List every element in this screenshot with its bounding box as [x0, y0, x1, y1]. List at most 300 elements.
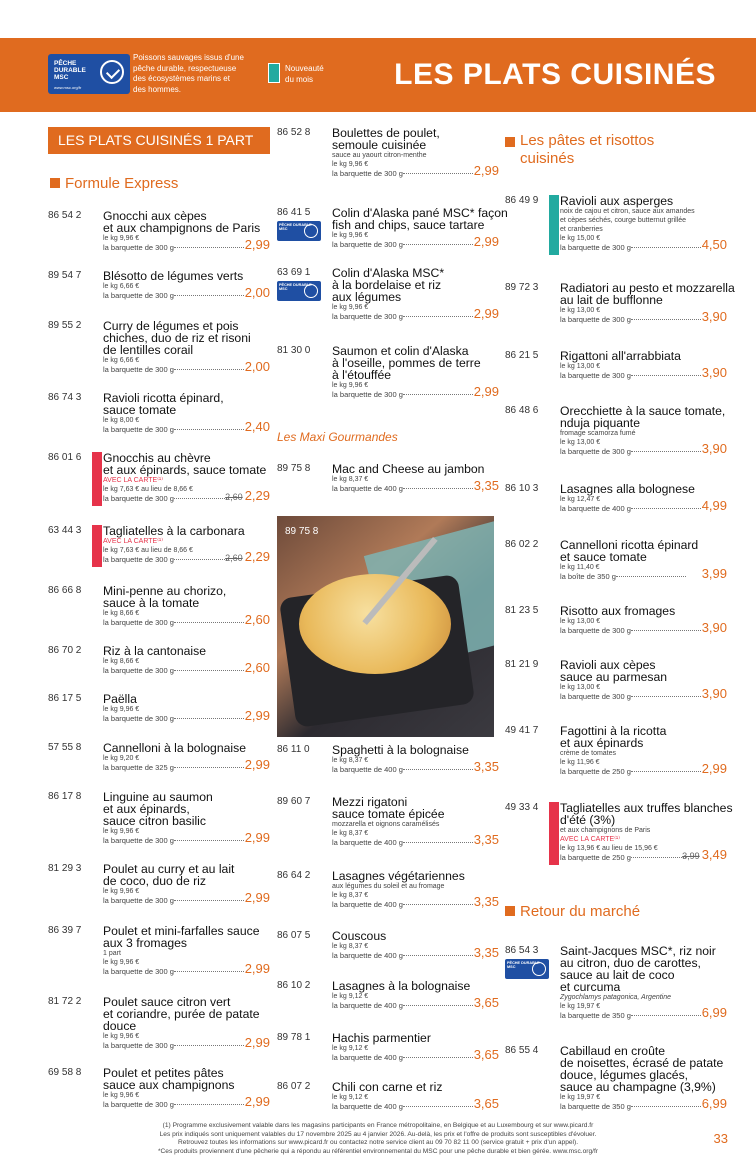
price-value: 2,99 [244, 1094, 270, 1109]
product-name: sauce au parmesan [560, 670, 668, 684]
product-name: et aux épinards, [103, 802, 190, 816]
msc-text-line: des hommes. [133, 84, 182, 94]
product-name: douce, légumes glacés, [560, 1068, 689, 1082]
product-name: fish and chips, sauce tartare [332, 218, 485, 232]
product-price [225, 488, 270, 503]
price-value: 4,50 [701, 237, 727, 252]
product-price [702, 1096, 727, 1111]
portion-label: la barquette de 300 g [103, 618, 174, 627]
product-code: 86 10 3 [505, 483, 539, 494]
product-code: 86 02 2 [505, 539, 539, 550]
product-portion [560, 853, 686, 862]
product-portion [103, 618, 244, 627]
dot-leader [174, 1045, 244, 1046]
product-portion [332, 765, 473, 774]
portion-label: la barquette de 350 g [560, 1102, 631, 1111]
product-portion [103, 967, 244, 976]
product-detail: crème de tomates [560, 750, 617, 757]
price-value: 2,99 [473, 163, 499, 178]
product-name: Saint-Jacques MSC*, riz noir [560, 944, 716, 958]
product-name: sauce tomate épicée [332, 807, 445, 821]
msc-logo-small: PÊCHE DURABLE MSC [277, 221, 321, 241]
price-value: 2,99 [701, 761, 727, 776]
price-value: 3,99 [701, 566, 727, 581]
product-detail: le kg 9,96 € [103, 959, 140, 966]
product-detail: aux légumes du soleil et au fromage [332, 883, 445, 890]
product-name: nduja piquante [560, 416, 640, 430]
product-name: sauce citron basilic [103, 814, 206, 828]
portion-label: la barquette de 300 g [103, 896, 174, 905]
product-code: 81 21 9 [505, 659, 539, 670]
product-price [474, 478, 499, 493]
product-price [702, 566, 727, 581]
product-portion [103, 243, 244, 252]
price-value: 2,99 [244, 890, 270, 905]
portion-label: la barquette de 300 g [560, 243, 631, 252]
product-price [702, 441, 727, 456]
portion-label: la barquette de 400 g [332, 838, 403, 847]
product-name: Poulet au curry et au lait [103, 862, 235, 876]
product-code: 86 66 8 [48, 585, 82, 596]
product-price [474, 1096, 499, 1111]
product-detail: le kg 9,20 € [103, 755, 140, 762]
product-name: Rigattoni all'arrabbiata [560, 349, 681, 363]
product-name: Saumon et colin d'Alaska [332, 344, 469, 358]
dot-leader [174, 767, 244, 768]
product-name: Linguine au saumon [103, 790, 213, 804]
dot-leader [631, 857, 686, 858]
product-name: Tagliatelles aux truffes blanches [560, 801, 733, 815]
portion-label: la boîte de 350 g [560, 572, 616, 581]
section-maxi: Les Maxi Gourmandes [277, 430, 398, 444]
product-name: Tagliatelles à la carbonara [103, 524, 245, 538]
msc-text-line: pêche durable, respectueuse [133, 63, 237, 73]
price-value: 2,29 [244, 488, 270, 503]
product-detail: le kg 11,40 € [560, 564, 600, 571]
product-name: Riz à la cantonaise [103, 644, 206, 658]
product-name: Ravioli ricotta épinard, [103, 391, 224, 405]
price-value: 3,90 [701, 309, 727, 324]
product-code: 81 72 2 [48, 996, 82, 1007]
product-name: douce [103, 1019, 137, 1033]
product-detail: le kg 9,12 € [332, 1045, 369, 1052]
product-price [245, 612, 270, 627]
promo-marker [549, 802, 559, 865]
price-value: 2,00 [244, 285, 270, 300]
product-name: Lasagnes à la bolognaise [332, 979, 471, 993]
product-name: de lentilles corail [103, 343, 194, 357]
price-value: 3,35 [473, 832, 499, 847]
price-value: 3,35 [473, 478, 499, 493]
product-name: à l'étouffée [332, 368, 392, 382]
product-code: 86 70 2 [48, 645, 82, 656]
product-code: 89 75 8 [277, 463, 311, 474]
portion-label: la barquette de 300 g [560, 692, 631, 701]
product-name: et coriandre, purée de patate [103, 1007, 260, 1021]
product-price [702, 365, 727, 380]
product-code: 69 58 8 [48, 1067, 82, 1078]
portion-label: la barquette de 300 g [103, 836, 174, 845]
msc-url: www.msc.org/fr [54, 85, 82, 90]
product-price [702, 498, 727, 513]
price-value: 3,90 [701, 441, 727, 456]
product-detail: le kg 8,66 € [103, 658, 140, 665]
dot-leader [174, 718, 244, 719]
price-value: 2,99 [473, 306, 499, 321]
page-title: LES PLATS CUISINÉS [394, 58, 716, 91]
section-express: Formule Express [50, 175, 178, 192]
new-marker-icon [268, 63, 280, 83]
product-code: 81 29 3 [48, 863, 82, 874]
price-value: 2,60 [244, 612, 270, 627]
price-value: 6,99 [701, 1005, 727, 1020]
product-price [702, 237, 727, 252]
dot-leader [403, 842, 473, 843]
product-name: à la bordelaise et riz [332, 278, 442, 292]
product-code: 86 07 5 [277, 930, 311, 941]
dot-leader [174, 369, 244, 370]
photo-pasta [299, 574, 451, 674]
dot-leader [403, 488, 473, 489]
dot-leader [174, 429, 244, 430]
price-value: 3,35 [473, 759, 499, 774]
portion-label: la barquette de 300 g [560, 315, 631, 324]
footer-line: *Ces produits proviennent d'une pêcherie qui a répondu au référentiel environnemental du MSC pour une pêche durable et bien gérée. www.msc.org/fr [157, 1147, 598, 1155]
price-value: 3,35 [473, 894, 499, 909]
product-detail: le kg 13,96 € au lieu de 15,96 € [560, 845, 658, 852]
product-price [702, 620, 727, 635]
product-code: 49 33 4 [505, 802, 539, 813]
product-detail: le kg 13,00 € [560, 307, 601, 314]
section-retour: Retour du marché [505, 903, 640, 920]
product-price [474, 945, 499, 960]
product-portion [332, 1102, 473, 1111]
product-price [702, 309, 727, 324]
dot-leader [631, 319, 701, 320]
product-price [245, 708, 270, 723]
dot-leader [631, 771, 701, 772]
dot-leader [403, 1057, 473, 1058]
product-name: Hachis parmentier [332, 1031, 431, 1045]
portion-label: la barquette de 400 g [332, 900, 403, 909]
product-portion [560, 692, 701, 701]
dot-leader [631, 375, 701, 376]
portion-label: la barquette de 300 g [332, 390, 403, 399]
portion-label: la barquette de 300 g [103, 365, 174, 374]
card-offer: AVEC LA CARTE⁽¹⁾ [103, 538, 163, 545]
product-detail: le kg 11,96 € [560, 759, 600, 766]
product-name: aux 3 fromages [103, 936, 188, 950]
section-pates [505, 134, 680, 168]
dot-leader [403, 1106, 473, 1107]
price-value: 3,49 [701, 847, 727, 862]
product-portion [332, 484, 473, 493]
dot-leader [403, 244, 473, 245]
product-name: Colin d'Alaska MSC* [332, 266, 445, 280]
portion-label: la barquette de 300 g [103, 714, 174, 723]
product-price [474, 759, 499, 774]
product-portion [560, 315, 701, 324]
product-price [474, 995, 499, 1010]
product-name: sauce à la tomate [103, 596, 200, 610]
new-marker [549, 195, 559, 255]
product-detail: le kg 9,96 € [332, 161, 369, 168]
product-detail: et aux champignons de Paris [560, 827, 651, 834]
price-value: 6,99 [701, 1096, 727, 1111]
product-code: 86 49 9 [505, 195, 539, 206]
product-code: 86 55 4 [505, 1045, 539, 1056]
footer-notes [60, 1122, 696, 1156]
dot-leader [631, 247, 701, 248]
product-name: Fagottini à la ricotta [560, 724, 667, 738]
dot-leader [174, 295, 244, 296]
portion-label: la barquette de 300 g [560, 371, 631, 380]
product-detail: le kg 13,00 € [560, 684, 601, 691]
product-code: 86 39 7 [48, 925, 82, 936]
old-price: 2,60 [225, 553, 243, 563]
product-portion [103, 666, 244, 675]
product-price [245, 890, 270, 905]
product-portion [103, 1100, 244, 1109]
product-name: Poulet et mini-farfalles sauce [103, 924, 260, 938]
product-name: Orecchiette à la sauce tomate, [560, 404, 726, 418]
product-code: 86 01 6 [48, 452, 82, 463]
product-detail: le kg 13,00 € [560, 439, 601, 446]
portion-label: la barquette de 300 g [103, 967, 174, 976]
promo-marker [92, 525, 102, 567]
category-bar: LES PLATS CUISINÉS 1 PART [48, 127, 270, 154]
product-price [474, 894, 499, 909]
price-value: 3,90 [701, 620, 727, 635]
product-detail: le kg 6,66 € [103, 357, 140, 364]
product-name: Lasagnes végétariennes [332, 869, 465, 883]
product-name: Mini-penne au chorizo, [103, 584, 227, 598]
product-detail: le kg 8,00 € [103, 417, 140, 424]
old-price: 3,99 [682, 851, 700, 861]
price-value: 2,99 [244, 830, 270, 845]
product-name: Chili con carne et riz [332, 1080, 443, 1094]
product-price [245, 419, 270, 434]
product-name: Cannelloni ricotta épinard [560, 538, 699, 552]
product-name: d'été (3%) [560, 813, 616, 827]
portion-label: la barquette de 250 g [560, 767, 631, 776]
price-value: 3,65 [473, 1096, 499, 1111]
product-detail: sauce au yaourt citron-menthe [332, 152, 427, 159]
product-name: Blésotto de légumes verts [103, 269, 244, 283]
product-detail: le kg 9,96 € [332, 304, 369, 311]
product-detail: le kg 8,37 € [332, 943, 369, 950]
dot-leader [403, 394, 473, 395]
product-detail: 1 part [103, 950, 121, 957]
msc-badge-text: PÊCHE DURABLE MSC [54, 60, 86, 81]
product-detail: le kg 9,12 € [332, 993, 369, 1000]
product-name: à l'oseille, pommes de terre [332, 356, 481, 370]
product-detail: le kg 15,00 € [560, 235, 601, 242]
price-value: 2,99 [244, 237, 270, 252]
price-value: 2,99 [473, 384, 499, 399]
product-code: 89 54 7 [48, 270, 82, 281]
footer-line: Retrouvez toutes les informations sur www.picard.fr ou contactez notre service client au 09 70 82 11 00 (service gratuit + prix d'un appel). [177, 1139, 579, 1146]
product-detail: le kg 9,96 € [332, 232, 369, 239]
product-name: sauce au lait de coco [560, 968, 675, 982]
product-name: Spaghetti à la bolognaise [332, 743, 469, 757]
product-detail: le kg 13,00 € [560, 618, 601, 625]
product-price [225, 549, 270, 564]
product-price [474, 306, 499, 321]
product-detail: le kg 9,12 € [332, 1094, 369, 1101]
old-price: 2,60 [225, 492, 243, 502]
portion-label: la barquette de 400 g [332, 1053, 403, 1062]
product-detail: le kg 9,96 € [332, 382, 369, 389]
portion-label: la barquette de 300 g [332, 240, 403, 249]
product-portion [103, 425, 244, 434]
product-name: sauce tomate [103, 403, 177, 417]
product-detail: le kg 9,96 € [103, 1092, 140, 1099]
portion-label: la barquette de 300 g [332, 312, 403, 321]
product-detail: le kg 9,96 € [103, 888, 140, 895]
product-code: 86 07 2 [277, 1081, 311, 1092]
dot-leader [403, 955, 473, 956]
product-portion [560, 1102, 701, 1111]
portion-label: la barquette de 400 g [560, 504, 631, 513]
product-code: 89 55 2 [48, 320, 82, 331]
product-detail: le kg 19,97 € [560, 1094, 601, 1101]
portion-label: la barquette de 300 g [103, 555, 174, 564]
product-price [245, 285, 270, 300]
dot-leader [174, 670, 244, 671]
price-value: 3,35 [473, 945, 499, 960]
product-detail: le kg 9,96 € [103, 828, 140, 835]
product-price [702, 761, 727, 776]
price-value: 3,65 [473, 995, 499, 1010]
product-name: Poulet et petites pâtes [103, 1066, 224, 1080]
dot-leader [403, 769, 473, 770]
product-photo [277, 516, 494, 737]
product-code: 86 74 3 [48, 392, 82, 403]
product-detail: et cèpes séchés, courge butternut grillée [560, 217, 687, 224]
product-name: Colin d'Alaska pané MSC* façon [332, 206, 508, 220]
product-name: Mac and Cheese au jambon [332, 462, 485, 476]
product-code: 86 11 0 [277, 744, 310, 755]
product-portion [103, 763, 244, 772]
product-name: au lait de bufflonne [560, 293, 663, 307]
product-name: et curcuma [560, 980, 621, 994]
dot-leader [174, 900, 244, 901]
portion-label: la barquette de 400 g [332, 765, 403, 774]
product-code: 89 72 3 [505, 282, 539, 293]
product-portion [332, 1001, 473, 1010]
portion-label: la barquette de 300 g [103, 666, 174, 675]
product-detail: Zygochlamys patagonica, Argentine [560, 994, 672, 1001]
product-price [702, 686, 727, 701]
msc-logo-small: PÊCHE DURABLE MSC [505, 959, 549, 979]
new-text-line: du mois [285, 74, 314, 84]
product-code: 86 64 2 [277, 870, 311, 881]
dot-leader [631, 696, 701, 697]
product-name: chiches, duo de riz et risoni [103, 331, 251, 345]
product-price [702, 1005, 727, 1020]
price-value: 3,90 [701, 686, 727, 701]
product-portion [560, 626, 701, 635]
portion-label: la barquette de 300 g [560, 447, 631, 456]
product-portion [332, 312, 473, 321]
photo-code: 89 75 8 [285, 526, 319, 537]
product-code: 86 48 6 [505, 405, 539, 416]
price-value: 2,60 [244, 660, 270, 675]
product-name: Mezzi rigatoni [332, 795, 408, 809]
dot-leader [403, 904, 473, 905]
product-name: au citron, duo de carottes, [560, 956, 701, 970]
product-code: 63 69 1 [277, 267, 311, 278]
product-portion [560, 572, 686, 581]
product-detail: le kg 9,96 € [103, 706, 140, 713]
msc-logo-small: PÊCHE DURABLE MSC [277, 281, 321, 301]
product-name: Lasagnes alla bolognese [560, 482, 695, 496]
footer-line: (1) Programme exclusivement valable dans les magasins participants en France métropolitaine, en Belgique et au Luxembourg et sur www.picard.fr [162, 1122, 594, 1129]
new-legend [285, 64, 324, 85]
product-detail: le kg 8,37 € [332, 476, 369, 483]
product-detail: le kg 8,66 € [103, 610, 140, 617]
dot-leader [631, 508, 701, 509]
price-value: 4,99 [701, 498, 727, 513]
product-name: de coco, duo de riz [103, 874, 206, 888]
dot-leader [616, 576, 686, 577]
dot-leader [403, 173, 473, 174]
product-detail: le kg 8,37 € [332, 892, 369, 899]
product-name: Poulet sauce citron vert [103, 995, 231, 1009]
product-detail: le kg 19,97 € [560, 1003, 601, 1010]
product-code: 86 17 5 [48, 693, 82, 704]
product-name: Cabillaud en croûte [560, 1044, 666, 1058]
product-portion [560, 1011, 701, 1020]
product-portion [103, 896, 244, 905]
product-portion [560, 447, 701, 456]
product-portion [560, 504, 701, 513]
product-portion [332, 900, 473, 909]
page-number: 33 [713, 1131, 728, 1146]
product-name: Risotto aux fromages [560, 604, 676, 618]
dot-leader [174, 840, 244, 841]
product-detail: le kg 8,37 € [332, 830, 369, 837]
portion-label: la barquette de 325 g [103, 763, 174, 772]
product-name: Gnocchi aux cèpes [103, 209, 207, 223]
product-name: Gnocchis au chèvre [103, 451, 211, 465]
product-price [245, 237, 270, 252]
portion-label: la barquette de 300 g [103, 494, 174, 503]
product-name: Boulettes de poulet, [332, 126, 440, 140]
product-price [474, 832, 499, 847]
footer-line: Les prix indiqués sont uniquement valables du 17 novembre 2025 au 4 janvier 2026. Au-delà, les prix et l'offre de produits sont susceptibles d'évoluer. [159, 1130, 597, 1138]
dot-leader [403, 316, 473, 317]
price-value: 3,90 [701, 365, 727, 380]
product-detail: le kg 7,63 € au lieu de 8,66 € [103, 486, 193, 493]
product-detail: le kg 8,37 € [332, 757, 369, 764]
dot-leader [174, 559, 229, 560]
product-portion [560, 243, 701, 252]
product-name: Cannelloni à la bolognaise [103, 741, 246, 755]
product-name: et aux champignons de Paris [103, 221, 261, 235]
dot-leader [631, 1015, 701, 1016]
product-portion [332, 240, 473, 249]
product-detail: et cranberries [560, 226, 603, 233]
product-price [474, 384, 499, 399]
product-code: 57 55 8 [48, 742, 82, 753]
product-code: 49 41 7 [505, 725, 539, 736]
product-code: 86 41 5 [277, 207, 311, 218]
product-price [474, 1047, 499, 1062]
product-name: Radiatori au pesto et mozzarella [560, 281, 735, 295]
product-name: sauce au champagne (3,9%) [560, 1080, 716, 1094]
